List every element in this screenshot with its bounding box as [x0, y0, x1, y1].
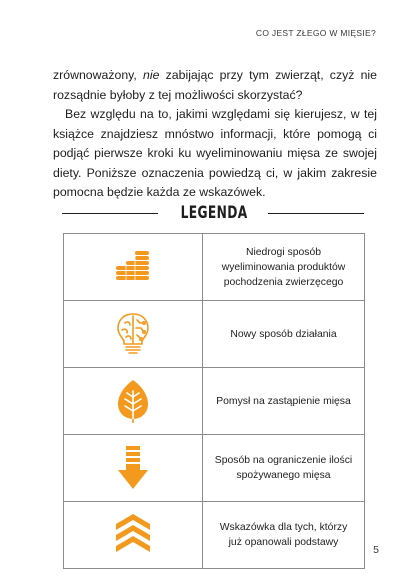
legend-row: [64, 301, 365, 368]
legend-icon-cell: [64, 368, 203, 435]
legend-header: [62, 200, 364, 226]
legend-rule-left: [62, 213, 158, 214]
legend-table: [63, 233, 365, 569]
brain-lightbulb-icon: [113, 311, 153, 357]
legend-rule-right: [268, 213, 364, 214]
leaf-icon: [116, 379, 150, 423]
paragraph-1: [53, 66, 377, 105]
legend-text: Wskazówka dla tych, którzy już opanowali podstawy: [203, 502, 365, 569]
chevrons-up-icon: [113, 512, 153, 558]
legend-row: [64, 435, 365, 502]
legend-icon-cell: [64, 301, 203, 368]
running-head: CO JEST ZŁEGO W MIĘSIE?: [255, 28, 376, 38]
page-number: 5: [373, 544, 379, 556]
down-arrow-icon: [118, 446, 148, 490]
legend-icon-cell: [64, 502, 203, 569]
legend-icon-cell: [64, 435, 203, 502]
paragraph-2: Bez względu na to, jakimi względami się kierujesz, w tej książce znajdziesz mnóstwo informacji, które pomogą ci podjąć pierwsze kroki ku wyeliminowaniu mięsa ze swojej diety. Poniższe oznaczenia powiedzą ci, w jakim zakresie pomocna będzie każda ze wskazówek.: [53, 107, 377, 199]
legend-text: Nowy sposób działania: [203, 301, 365, 368]
legend-title: LEGENDA: [180, 203, 248, 223]
paragraph-1-emphasis: nie: [143, 68, 160, 82]
legend-row: [64, 368, 365, 435]
body-text: [53, 66, 377, 203]
legend-text: Niedrogi sposób wyeliminowania produktów pochodzenia zwierzęcego: [203, 234, 365, 301]
paragraph-1-end: zabijając przy tym zwierząt, czyż nie rozsądnie byłoby z tej możliwości skorzystać?: [53, 68, 377, 102]
legend-row: [64, 234, 365, 301]
legend-icon-cell: [64, 234, 203, 301]
legend-row: [64, 502, 365, 569]
legend-text: Pomysł na zastąpienie mięsa: [203, 368, 365, 435]
paragraph-1-start: zrównoważony,: [53, 68, 144, 82]
coins-icon: [114, 248, 152, 286]
legend-text: Sposób na ograniczenie ilości spożywanego mięsa: [203, 435, 365, 502]
